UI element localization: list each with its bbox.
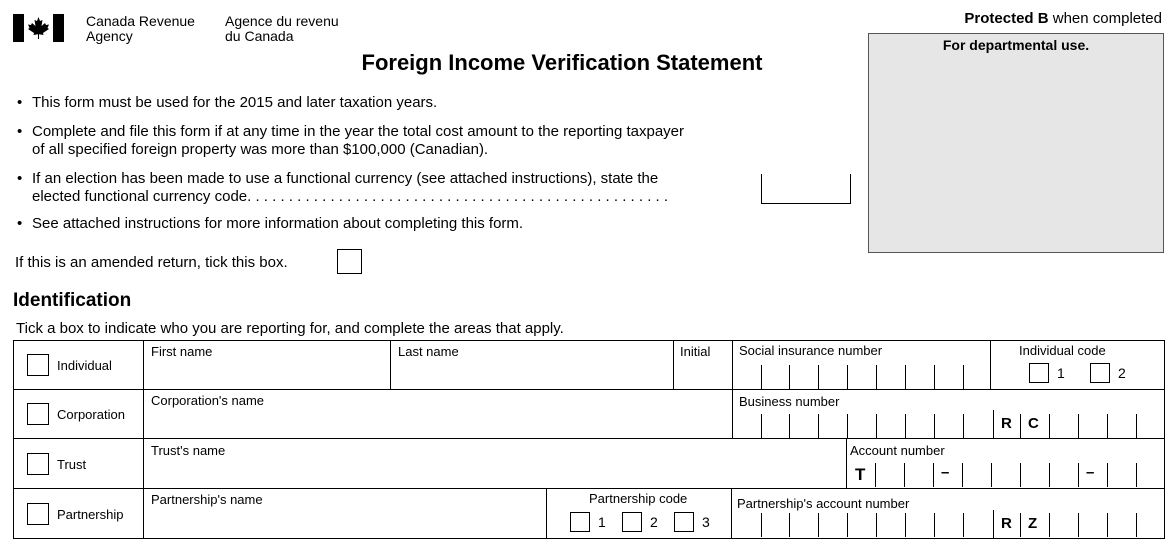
individual-code-2-label: 2: [1118, 365, 1126, 381]
identification-instruction: Tick a box to indicate who you are reporting for, and complete the areas that apply.: [16, 320, 564, 337]
section-heading: Identification: [13, 290, 132, 311]
partnership-code-3-checkbox[interactable]: [674, 512, 694, 532]
partnership-account-number-label: Partnership's account number: [737, 496, 910, 511]
trust-name-label: Trust's name: [151, 443, 226, 458]
acct-dash-1: –: [941, 464, 950, 481]
functional-currency-field[interactable]: [761, 174, 851, 204]
corporation-checkbox[interactable]: [27, 403, 49, 425]
corporation-name-label: Corporation's name: [151, 393, 265, 408]
last-name-label: Last name: [398, 344, 459, 359]
trust-account-number-label: Account number: [850, 443, 945, 458]
trust-label: Trust: [57, 457, 87, 472]
partnership-checkbox[interactable]: [27, 503, 49, 525]
corporation-label: Corporation: [57, 407, 125, 422]
sin-label: Social insurance number: [739, 343, 883, 358]
protected-suffix: when completed: [1048, 10, 1162, 27]
amended-return-label: If this is an amended return, tick this box.: [15, 254, 288, 271]
partnership-label: Partnership: [57, 507, 124, 522]
agency-en-line2: Agency: [86, 28, 133, 44]
partnership-name-label: Partnership's name: [151, 492, 263, 507]
agency-name-english: [86, 14, 195, 44]
bullet-text: This form must be used for the 2015 and later taxation years.: [32, 94, 438, 111]
list-item: • This form must be used for the 2015 and later taxation years.: [17, 94, 438, 111]
partnership-code-1-label: 1: [598, 514, 606, 530]
individual-code-2-checkbox[interactable]: [1090, 363, 1110, 383]
list-item: • See attached instructions for more information about completing this form.: [17, 215, 524, 232]
bullet-text: Complete and file this form if at any time in the year the total cost amount to the reporting taxpayer: [32, 123, 685, 140]
individual-checkbox[interactable]: [27, 354, 49, 376]
agency-en-line1: Canada Revenue: [86, 13, 195, 29]
partnership-code-2-checkbox[interactable]: [622, 512, 642, 532]
business-number-label: Business number: [739, 394, 840, 409]
list-item: • Complete and file this form if at any time in the year the total cost amount to the reporting taxpayer of all specified foreign property was more than $100,000 (Canadian).: [17, 123, 757, 159]
departmental-use-label: For departmental use.: [942, 37, 1090, 53]
bullet-text: See attached instructions for more information about completing this form.: [32, 215, 524, 232]
protected-label: Protected B: [964, 10, 1049, 27]
pacct-z-char: Z: [1028, 515, 1038, 532]
individual-label: Individual: [57, 358, 112, 373]
acct-t-char: T: [855, 465, 866, 484]
partnership-code-2-label: 2: [650, 514, 658, 530]
protected-b-notice: [964, 10, 1162, 27]
pacct-r-char: R: [1001, 515, 1012, 532]
list-item: • If an election has been made to use a functional currency (see attached instructions), state the elected functional currency code. . . . . . . . . . . . . . . . . . . . . . . . . . . . . . . . . . . . . . . . . . . . . . . . . . .: [17, 170, 752, 206]
acct-dash-2: –: [1086, 464, 1095, 481]
bn-c-char: C: [1028, 415, 1039, 432]
partnership-code-3-label: 3: [702, 514, 710, 530]
identification-table: [13, 340, 1165, 541]
individual-code-1-label: 1: [1057, 365, 1065, 381]
partnership-code-1-checkbox[interactable]: [570, 512, 590, 532]
agency-fr-line2: du Canada: [225, 28, 294, 44]
bn-r-char: R: [1001, 415, 1012, 432]
trust-checkbox[interactable]: [27, 453, 49, 475]
amended-return-checkbox[interactable]: [337, 249, 362, 274]
page-title: Foreign Income Verification Statement: [361, 50, 763, 75]
canada-flag-icon: [13, 14, 64, 42]
individual-code-label: Individual code: [1019, 343, 1106, 358]
agency-name-french: [225, 14, 339, 44]
bullet-text: elected functional currency code. . . . . . . . . . . . . . . . . . . . . . . . . . . . . . . . . . . . . . . . . . . . . . . . . . .: [32, 188, 669, 205]
bullet-text: of all specified foreign property was more than $100,000 (Canadian).: [32, 141, 489, 158]
first-name-label: First name: [151, 344, 213, 359]
partnership-code-label: Partnership code: [589, 491, 688, 506]
initial-label: Initial: [680, 344, 711, 359]
agency-fr-line1: Agence du revenu: [225, 13, 339, 29]
bullet-text: If an election has been made to use a functional currency (see attached instructions), state the: [32, 170, 659, 187]
individual-code-1-checkbox[interactable]: [1029, 363, 1049, 383]
